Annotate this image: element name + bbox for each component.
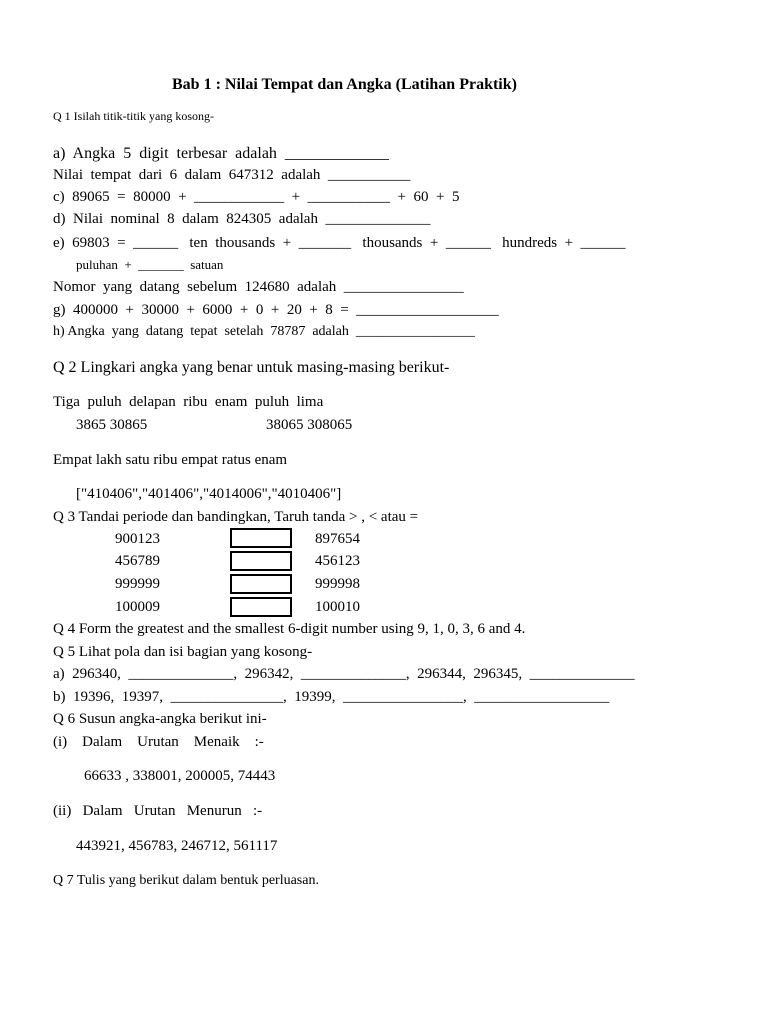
q3-row-3-right: 999998 [315, 576, 360, 592]
q2-options-1a: 3865 30865 [76, 417, 148, 433]
q1-item-a: a) Angka 5 digit terbesar adalah _____________ [53, 145, 389, 162]
q3-answer-box-4[interactable] [230, 597, 292, 617]
q5-item-a: a) 296340, ______________, 296342, ______________, 296344, 296345, ______________ [53, 666, 635, 682]
q3-row-4-left: 100009 [115, 599, 160, 615]
q3-row-2-right: 456123 [315, 553, 360, 569]
q2-options-2: ["410406","401406","4014006","4010406"] [76, 486, 342, 502]
q3-row-4-right: 100010 [315, 599, 360, 615]
q2-prompt-2: Empat lakh satu ribu empat ratus enam [53, 452, 288, 468]
q2-options-1b: 38065 308065 [266, 417, 353, 433]
q3-heading: Q 3 Tandai periode dan bandingkan, Taruh tanda > , < atau = [53, 509, 419, 525]
q2-heading: Q 2 Lingkari angka yang benar untuk masing-masing berikut- [53, 359, 450, 376]
q6-part-ii-label: (ii) Dalam Urutan Menurun :- [53, 803, 263, 819]
q1-item-h: h) Angka yang datang tepat setelah 78787 adalah _________________ [53, 324, 475, 339]
q1-item-b: Nilai tempat dari 6 dalam 647312 adalah ___________ [53, 167, 411, 183]
q1-heading: Q 1 Isilah titik-titik yang kosong- [53, 109, 214, 123]
q6-part-ii-numbers: 443921, 456783, 246712, 561117 [76, 838, 278, 854]
q5-item-b: b) 19396, 19397, _______________, 19399, ________________, __________________ [53, 689, 610, 705]
q3-answer-box-2[interactable] [230, 551, 292, 571]
q1-item-e: e) 69803 = ______ ten thousands + _______ thousands + ______ hundreds + ______ [53, 235, 626, 251]
q5-heading: Q 5 Lihat pola dan isi bagian yang kosong- [53, 644, 313, 660]
q6-part-i-label: (i) Dalam Urutan Menaik :- [53, 734, 264, 750]
q4-heading: Q 4 Form the greatest and the smallest 6-digit number using 9, 1, 0, 3, 6 and 4. [53, 621, 526, 637]
page-title: Bab 1 : Nilai Tempat dan Angka (Latihan Praktik) [172, 76, 517, 93]
q3-row-1-left: 900123 [115, 531, 160, 547]
q3-answer-box-3[interactable] [230, 574, 292, 594]
q1-item-c: c) 89065 = 80000 + ____________ + ___________ + 60 + 5 [53, 189, 460, 205]
q6-heading: Q 6 Susun angka-angka berikut ini- [53, 711, 267, 727]
q6-part-i-numbers: 66633 , 338001, 200005, 74443 [84, 768, 276, 784]
q3-answer-box-1[interactable] [230, 528, 292, 548]
q2-prompt-1: Tiga puluh delapan ribu enam puluh lima [53, 394, 324, 410]
q3-row-3-left: 999999 [115, 576, 160, 592]
q3-row-2-left: 456789 [115, 553, 160, 569]
q1-item-g: g) 400000 + 30000 + 6000 + 0 + 20 + 8 = ___________________ [53, 302, 499, 318]
q1-item-f: Nomor yang datang sebelum 124680 adalah ________________ [53, 279, 464, 295]
q1-item-d: d) Nilai nominal 8 dalam 824305 adalah ______________ [53, 211, 431, 227]
q1-item-e-continued: puluhan + _______ satuan [76, 257, 224, 272]
q3-row-1-right: 897654 [315, 531, 360, 547]
q7-heading: Q 7 Tulis yang berikut dalam bentuk perluasan. [53, 873, 319, 888]
